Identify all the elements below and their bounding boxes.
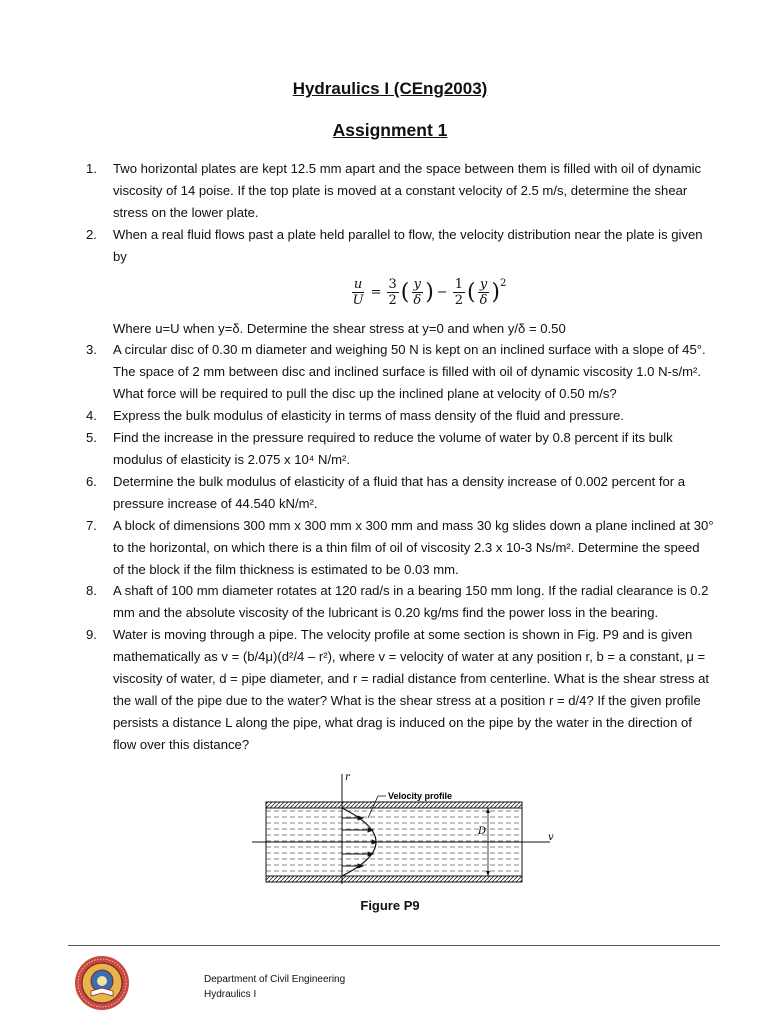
- assignment-title: Assignment 1: [332, 120, 448, 140]
- pipe-wall-top: [266, 802, 522, 808]
- footer-text: [204, 972, 345, 1002]
- question-text: Determine the bulk modulus of elasticity of a fluid that has a density increase of 0.002 percent for a pressure increase of 44.540 kN/m².: [113, 473, 686, 511]
- question-text: Find the increase in the pressure required to reduce the volume of water by 0.8 percent if its bulk modulus of elasticity is 2.075 x 10⁴ N/m².: [113, 430, 673, 467]
- v-label: v: [548, 832, 554, 843]
- question-text: A circular disc of 0.30 m diameter and weighing 50 N is kept on an inclined surface with a slope of 45°. The space of 2 mm between disc and inclined surface is filled with oil of dynamic viscosity 1.0 N-s/m². What force will be required to pull the disc up the inclined plane at velocity of 0.50 m/s?: [113, 342, 706, 402]
- question-item: 2. When a real fluid flows past a plate held parallel to flow, the velocity distribution near the plate is given by $\frac{u}{U}$ = $\frac{3}{2}$ ( $\frac{y}{\delta}$ ) − $\frac{1}{2}$ ( $\frac{y}{\delta}$ ) $^2$ Where u=U when y=δ. Determine the shear stress at y=0 and when y/δ = 0.50: [86, 224, 714, 340]
- question-item: 3. A circular disc of 0.30 m diameter and weighing 50 N is kept on an inclined surface with a slope of 45°. The space of 2 mm between disc and inclined surface is filled with oil of dynamic viscosity 1.0 N-s/m². What force will be required to pull the disc up the inclined plane at velocity of 0.50 m/s?: [86, 342, 706, 402]
- footer-department: Department of Civil Engineering: [204, 974, 346, 985]
- velocity-equation: $\frac{u}{U}$ = $\frac{3}{2}$ ( $\frac{y}{\delta}$ ) − $\frac{1}{2}$ ( $\frac{y}{\delta}$ ) $^2$: [352, 277, 507, 309]
- pipe-velocity-figure: [250, 772, 560, 892]
- footer-divider: [68, 945, 720, 946]
- question-list: [86, 158, 714, 756]
- question-item: 5. Find the increase in the pressure required to reduce the volume of water by 0.8 percent if its bulk modulus of elasticity is 2.075 x 10⁴ N/m².: [86, 430, 673, 467]
- question-item: 6. Determine the bulk modulus of elasticity of a fluid that has a density increase of 0.002 percent for a pressure increase of 44.540 kN/m².: [86, 473, 686, 511]
- question-item: 1. Two horizontal plates are kept 12.5 mm apart and the space between them is filled with oil of dynamic viscosity of 14 poise. If the top plate is moved at a constant velocity of 2.5 m/s, determine the shear stress on the lower plate.: [86, 161, 702, 220]
- course-title: Hydraulics I (CEng2003): [292, 79, 488, 98]
- question-item: 4. Express the bulk modulus of elasticity in terms of mass density of the fluid and pressure.: [86, 408, 624, 424]
- question-item: 7. A block of dimensions 300 mm x 300 mm x 300 mm and mass 30 kg slides down a plane inclined at 30° to the horizontal, on which there is a thin film of oil of viscosity 2.3 x 10-3 Ns/m². Determine the speed of the block if the film thickness is estimated to be 0.03 mm.: [86, 517, 714, 577]
- figure-caption: Figure P9: [360, 898, 420, 913]
- r-label: r: [345, 772, 350, 783]
- diameter-label: D: [478, 826, 487, 837]
- university-seal-icon: [74, 955, 130, 1011]
- question-text: When a real fluid flows past a plate held parallel to flow, the velocity distribution near the plate is given by: [113, 226, 703, 264]
- question-item: 9. Water is moving through a pipe. The velocity profile at some section is shown in Fig. P9 and is given mathematically as v = (b/4μ)(d²/4 – r²), where v = velocity of water at any position r, b = a constant, μ = viscosity of water, d = pipe diameter, and r = radial distance from centerline. What is the shear stress at the wall of the pipe due to the water? What is the shear stress at a position r = d/4? If the given profile persists a distance L along the pipe, what drag is induced on the pipe by the water in the direction of flow over this distance?: [86, 627, 710, 752]
- footer-course: Hydraulics I: [204, 989, 257, 1000]
- question-text-after-equation: Where u=U when y=δ. Determine the shear stress at y=0 and when y/δ = 0.50: [113, 320, 566, 336]
- velocity-profile-label: Velocity profile: [388, 791, 453, 801]
- question-text: Water is moving through a pipe. The velocity profile at some section is shown in Fig. P9 and is given mathematically as v = (b/4μ)(d²/4 – r²), where v = velocity of water at any position r, b = a constant, μ = viscosity of water, d = pipe diameter, and r = radial distance from centerline. What is the shear stress at the wall of the pipe due to the water? What is the shear stress at a position r = d/4? If the given profile persists a distance L along the pipe, what drag is induced on the pipe by the water in the direction of flow over this distance?: [113, 627, 710, 752]
- question-item: 8. A shaft of 100 mm diameter rotates at 120 rad/s in a bearing 150 mm long. If the radial clearance is 0.2 mm and the absolute viscosity of the lubricant is 0.20 kg/ms find the power loss in the bearing.: [86, 583, 709, 621]
- question-text: Two horizontal plates are kept 12.5 mm apart and the space between them is filled with oil of dynamic viscosity of 14 poise. If the top plate is moved at a constant velocity of 2.5 m/s, determine the shear stress on the lower plate.: [113, 161, 702, 220]
- question-text: A shaft of 100 mm diameter rotates at 120 rad/s in a bearing 150 mm long. If the radial clearance is 0.2 mm and the absolute viscosity of the lubricant is 0.20 kg/ms find the power loss in the bearing.: [113, 583, 709, 621]
- question-text: A block of dimensions 300 mm x 300 mm x 300 mm and mass 30 kg slides down a plane inclined at 30° to the horizontal, on which there is a thin film of oil of viscosity 2.3 x 10-3 Ns/m². Determine the speed of the block if the film thickness is estimated to be 0.03 mm.: [113, 517, 714, 577]
- question-text: Express the bulk modulus of elasticity in terms of mass density of the fluid and pressure.: [113, 408, 624, 424]
- pipe-wall-bottom: [266, 876, 522, 882]
